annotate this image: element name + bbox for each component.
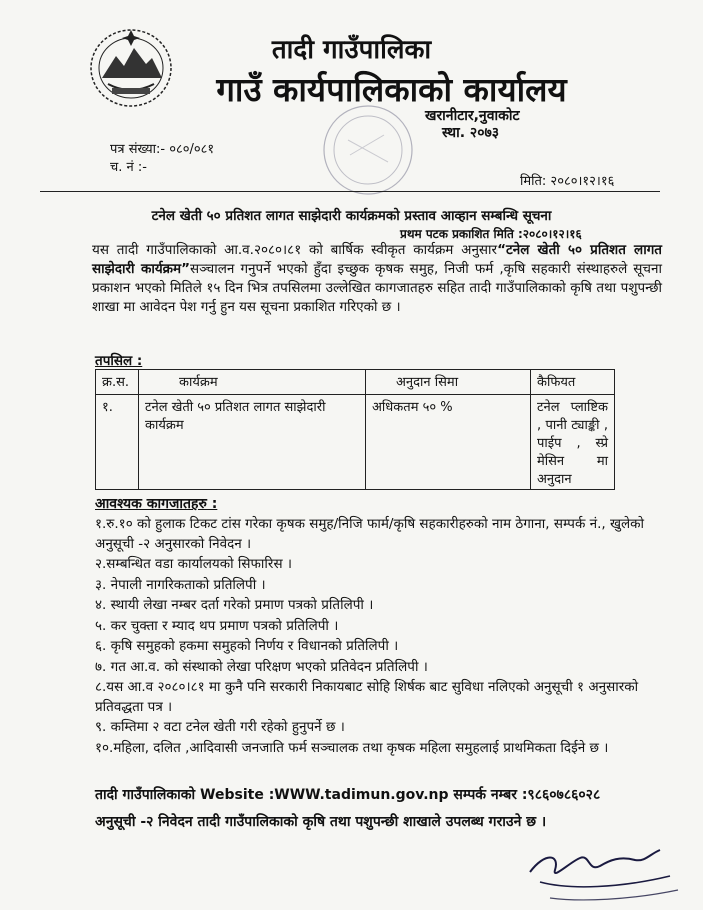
required-documents-heading: आवश्यक कागजातहरु : [95,496,218,512]
details-table [95,369,615,490]
website-contact-line: तादी गाउँपालिकाको Website :WWW.tadimun.gov.np सम्पर्क नम्बर :९८६०७८६०२८ [95,787,601,803]
table-header-row [96,370,615,395]
notice-subject: टनेल खेती ५० प्रतिशत लागत साझेदारी कार्यक्रमको प्रस्ताव आव्हान सम्बन्धि सूचना [151,208,552,224]
dispatch-number: च. नं :- [110,160,147,175]
list-item: ६. कृषि समुहको हकमा समुहको निर्णय र विधानको प्रतिलिपी । [95,638,399,654]
established-year: स्था. २०७३ [442,125,500,141]
list-item: ७. गत आ.व. को संस्थाको लेखा परिक्षण भएको प्रतिवेदन प्रतिलिपी । [95,658,428,675]
list-item: ९. कम्तिमा २ वटा टनेल खेती गरी रहेको हुनुपर्ने छ । [95,719,345,735]
header-divider [40,191,660,192]
first-published-date: प्रथम पटक प्रकाशित मिति :२०८०।१२।१६ [400,227,582,241]
signature [510,832,690,910]
office-address: खरानीटार,नुवाकोट [425,108,520,124]
notice-body [92,241,662,317]
col-grant-limit: अनुदान सिमा [366,370,531,395]
col-program: कार्यक्रम [139,370,366,395]
list-item: ४. स्थायी लेखा नम्बर दर्ता गरेको प्रमाण पत्रको प्रतिलिपी । [95,597,374,613]
reference-number: पत्र संख्या:- ०८०/०८१ [110,142,215,157]
list-item: ३. नेपाली नागरिकताको प्रतिलिपी । [95,576,266,593]
details-heading: तपसिल : [95,353,143,369]
col-serial: क्र.स. [96,370,139,395]
letterhead-title: तादी गाउँपालिका [271,35,432,65]
cell-remarks: टनेल प्लाष्टिक , पानी ट्याङ्की , पाईप , स्प्रे मेसिन मा अनुदान [531,395,615,490]
list-item: १.रु.१० को हुलाक टिकट टांस गरेका कृषक समुह/निजि फार्म/कृषि सहकारीहरुको नाम ठेगाना, सम्पर्क नं., खुलेको अनुसूची -२ अनुसारको निवेदन । [95,516,645,552]
office-stamp [318,100,418,200]
list-item: २.सम्बन्धित वडा कार्यालयको सिफारिस । [95,556,292,572]
cell-serial: १. [96,395,139,490]
cell-program: टनेल खेती ५० प्रतिशत लागत साझेदारी कार्यक्रम [139,395,366,490]
letter-date: मिति: २०८०।१२।१६ [520,174,615,189]
body-intro: यस तादी गाउँपालिकाको आ.व.२०८०।८१ को बार्षिक स्वीकृत कार्यक्रम अनुसार [92,242,498,258]
body-rest: सञ्चालन गनुपर्ने भएको हुँदा इच्छुक कृषक समुह, निजी फर्म ,कृषि सहकारी संस्थाहरुले सूचना प्रकाशन भएको मितिले १५ दिन भित्र तपसिलमा उल्लेखित कागजातहरु सहित तादी गाउँपालिकाको कृषि तथा पशुपन्छी शाखा मा आवेदन पेश गर्नु हुन यस सूचना प्रकाशित गरिएको छ । [92,261,662,315]
letterhead-office: गाउँ कार्यपालिकाको कार्यालय [216,70,567,109]
required-documents-list [95,515,655,759]
list-item: ५. कर चुक्ता र म्याद थप प्रमाण पत्रको प्रतिलिपी । [95,617,339,634]
list-item: ८.यस आ.व २०८०।८१ मा कुनै पनि सरकारी निकायबाट सोहि शिर्षक बाट सुविधा नलिएको अनुसूची १ अनुसारको प्रतिवद्धता पत्र । [95,679,639,715]
list-item: १०.महिला, दलित ,आदिवासी जनजाति फर्म सञ्चालक तथा कृषक महिला समुहलाई प्राथमिकता दिईने छ । [95,739,609,756]
table-row [96,395,615,490]
annex-note: अनुसूची -२ निवेदन तादी गाउँपालिकाको कृषि तथा पशुपन्छी शाखाले उपलब्ध गराउने छ । [95,814,547,830]
col-remarks: कैफियत [531,370,615,395]
cell-grant-limit: अधिकतम ५० % [366,395,531,490]
program-name: “टनेल खेती ५० प्रतिशत लागत साझेदारी कार्यक्रम” [92,242,662,277]
